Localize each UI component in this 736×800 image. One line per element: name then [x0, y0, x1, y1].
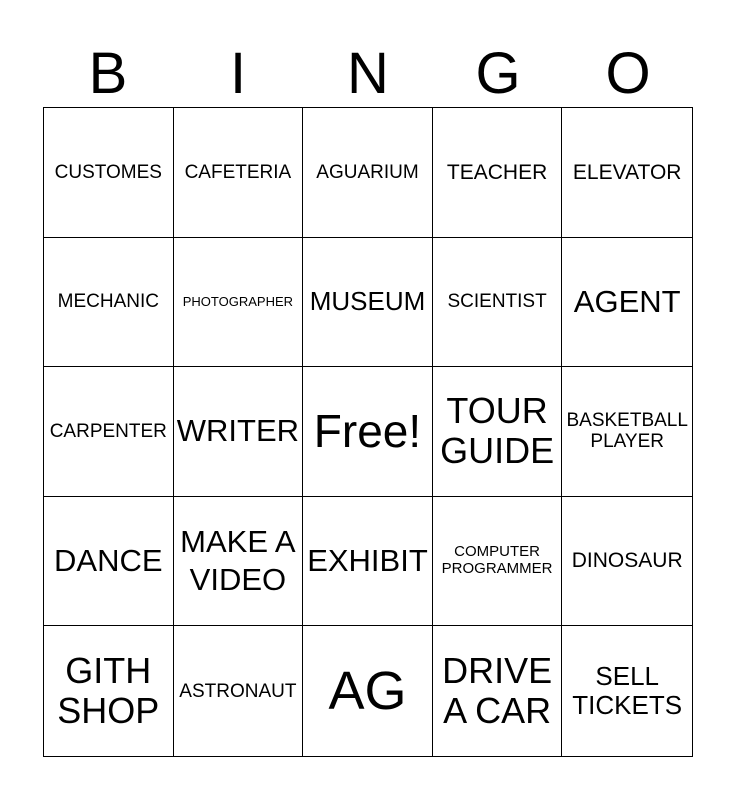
bingo-cell[interactable] — [562, 238, 692, 368]
bingo-card-grid — [43, 107, 693, 757]
cell-label: SCIENTIST — [447, 291, 547, 313]
free-space-label: Free! — [313, 404, 422, 457]
bingo-cell[interactable] — [174, 626, 304, 756]
cell-label: TOUR GUIDE — [440, 390, 555, 472]
bingo-cell[interactable] — [433, 238, 563, 368]
bingo-cell[interactable] — [44, 626, 174, 756]
cell-label: CAFETERIA — [184, 161, 292, 183]
free-space-cell[interactable] — [303, 367, 433, 497]
bingo-cell[interactable] — [303, 108, 433, 238]
bingo-cell[interactable] — [174, 238, 304, 368]
header-letter-o: O — [605, 41, 651, 106]
cell-label: WRITER — [176, 413, 300, 449]
bingo-cell[interactable] — [174, 497, 304, 627]
bingo-cell[interactable] — [433, 626, 563, 756]
cell-label: MAKE A VIDEO — [180, 523, 296, 598]
cell-label: SELL TICKETS — [572, 661, 683, 721]
bingo-header — [43, 40, 693, 108]
cell-label: TEACHER — [446, 160, 548, 184]
bingo-cell[interactable] — [174, 108, 304, 238]
cell-label: CUSTOMES — [54, 161, 162, 183]
bingo-cell[interactable] — [562, 108, 692, 238]
bingo-cell[interactable] — [562, 497, 692, 627]
bingo-cell[interactable] — [44, 238, 174, 368]
header-letter-i: I — [229, 41, 247, 106]
cell-label: AGENT — [573, 283, 681, 319]
cell-label: MECHANIC — [57, 291, 159, 313]
cell-label: ASTRONAUT — [179, 680, 297, 702]
cell-label: DINOSAUR — [571, 549, 683, 573]
cell-label: CARPENTER — [49, 420, 167, 442]
bingo-cell[interactable] — [303, 497, 433, 627]
cell-label: DRIVE A CAR — [442, 649, 553, 732]
bingo-cell[interactable] — [44, 108, 174, 238]
cell-label: BASKETBALL PLAYER — [566, 410, 688, 453]
bingo-cell[interactable] — [562, 367, 692, 497]
header-letter-b: B — [88, 41, 128, 106]
bingo-cell[interactable] — [433, 497, 563, 627]
bingo-cell[interactable] — [44, 367, 174, 497]
bingo-cell[interactable] — [433, 367, 563, 497]
header-letter-n: N — [347, 41, 389, 106]
bingo-cell[interactable] — [433, 108, 563, 238]
cell-label: AG — [328, 660, 407, 721]
cell-label: PHOTOGRAPHER — [182, 293, 294, 309]
bingo-cell[interactable] — [562, 626, 692, 756]
bingo-cell[interactable] — [303, 238, 433, 368]
bingo-cell[interactable] — [44, 497, 174, 627]
cell-label: DANCE — [54, 543, 163, 579]
bingo-cell[interactable] — [174, 367, 304, 497]
cell-label: GITH SHOP — [57, 649, 160, 732]
bingo-cell[interactable] — [303, 626, 433, 756]
header-letter-g: G — [475, 41, 521, 106]
cell-label: MUSEUM — [309, 286, 426, 317]
cell-label: AGUARIUM — [316, 161, 419, 183]
cell-label: ELEVATOR — [572, 160, 682, 184]
cell-label: COMPUTER PROGRAMMER — [441, 543, 553, 578]
cell-label: EXHIBIT — [307, 543, 428, 579]
